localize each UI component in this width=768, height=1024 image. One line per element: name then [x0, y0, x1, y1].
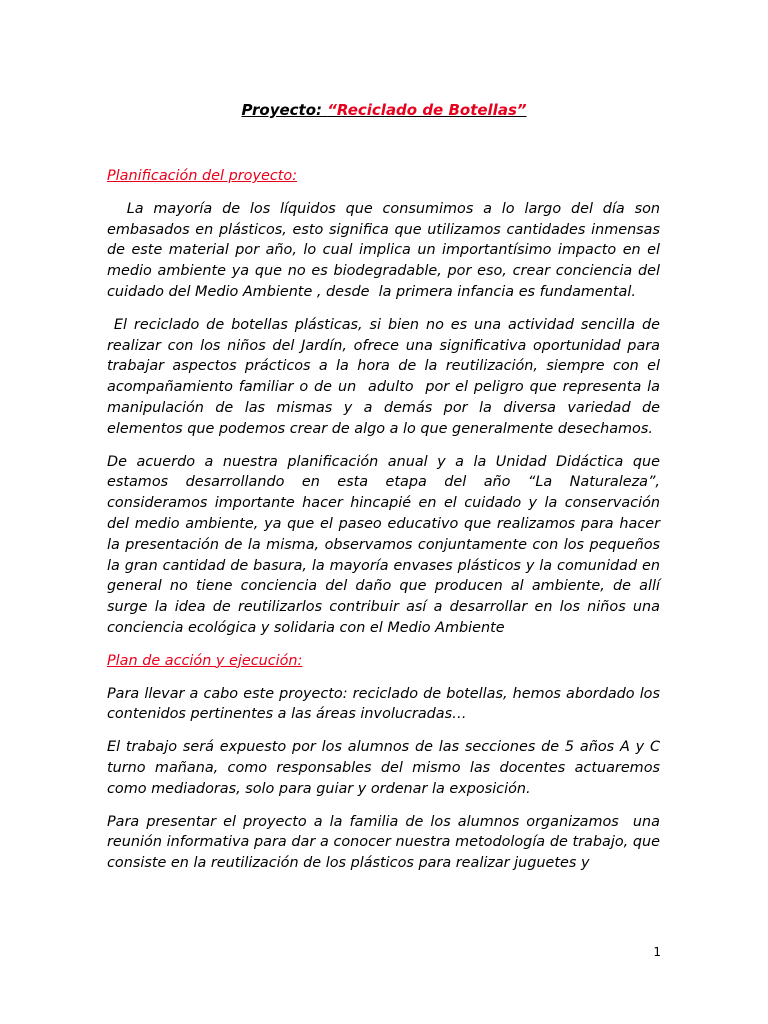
paragraph-exhibition: El trabajo será expuesto por los alumnos de las secciones de 5 años A y C turno mañana, como responsables del mismo las docentes actuaremos como mediadoras, solo para guiar y ordenar la exposición. — [107, 739, 665, 797]
section-heading-action-plan: Plan de acción y ejecución: — [107, 652, 303, 669]
paragraph-annual-plan: De acuerdo a nuestra planificación anual y a la Unidad Didáctica que estamos desarrollando en esta etapa del año “La Naturaleza”, consideramos importante hacer hincapié en el cuidado y la conservación del medio ambiente, ya que el paseo educativo que realizamos para hacer la presentación de la misma, observamos conjuntamente con los pequeños la gran cantidad de basura, la mayoría envases plásticos y la comunidad en general no tiene conciencia del daño que producen al ambiente, de allí surge la idea de reutilizarlos contribuir así a desarrollar en los niños una conciencia ecológica y solidaria con el Medio Ambiente — [107, 453, 665, 636]
title-prefix: Proyecto: — [241, 101, 328, 119]
paragraph-bottle-recycling: El reciclado de botellas plásticas, si bien no es una actividad sencilla de realizar con los niños del Jardín, ofrece una significativa oportunidad para trabajar aspectos prácticos a la hora de la reutilización, siempre con el acompañamiento familiar o de un adulto por el peligro que representa la manipulación de las mismas y a demás por la diversa variedad de elementos que podemos crear de algo a lo que generalmente desechamos. — [107, 316, 665, 437]
document-body — [107, 166, 670, 886]
paragraph-family-meeting: Para presentar el proyecto a la familia de los alumnos organizamos una reunión informativa para dar a conocer nuestra metodología de trabajo, que consiste en la reutilización de los plásticos para realizar juguetes y — [107, 813, 665, 872]
paragraph-plastic-consumption: La mayoría de los líquidos que consumimos a lo largo del día son embasados en plásticos, esto significa que utilizamos cantidades inmensas de este material por año, lo cual implica un importantísimo impacto en el medio ambiente ya que no es biodegradable, por eso, crear conciencia del cuidado del Medio Ambiente , desde la primera infancia es fundamental. — [107, 200, 670, 300]
paragraph-project-approach: Para llevar a cabo este proyecto: reciclado de botellas, hemos abordado los contenidos pertinentes a las áreas involucradas… — [107, 685, 665, 723]
page-number: 1 — [653, 945, 661, 959]
document-title — [0, 99, 768, 121]
section-heading-planning: Planificación del proyecto: — [107, 168, 298, 184]
title-project-name: “Reciclado de Botellas” — [327, 101, 527, 119]
